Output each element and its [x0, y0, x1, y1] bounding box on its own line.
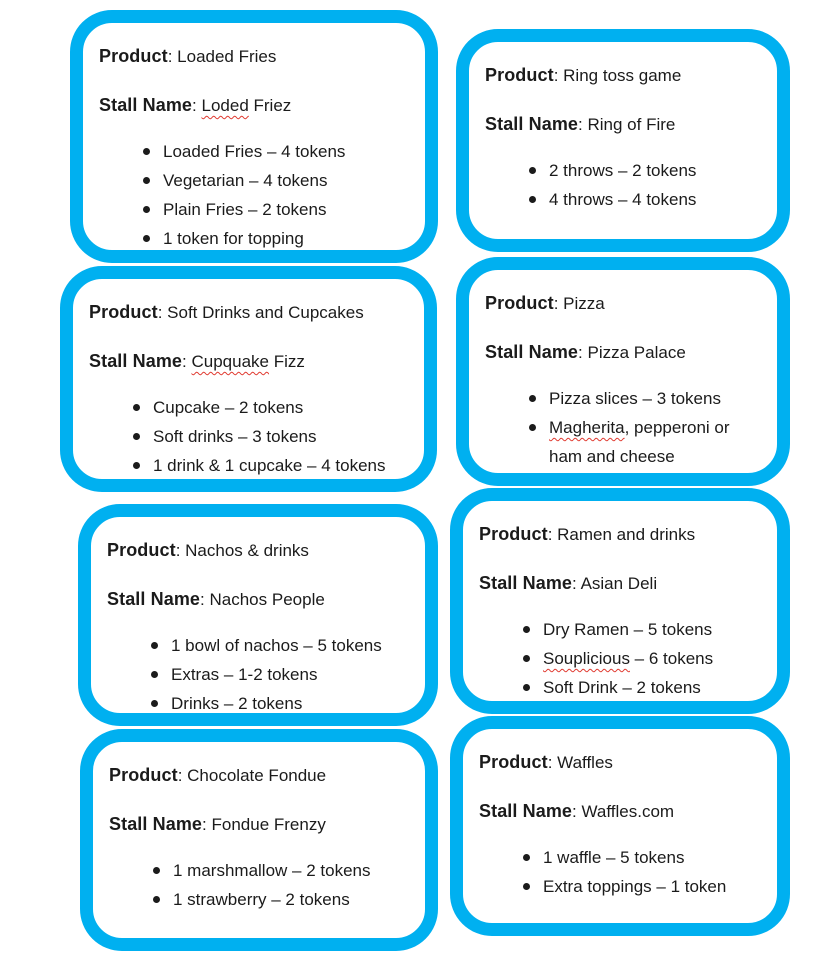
label-colon: : [572, 802, 582, 821]
stall-name-line [485, 341, 763, 364]
stall-name-label: Stall Name [99, 95, 193, 115]
price-item: Plain Fries – 2 tokens [141, 195, 411, 224]
stall-name-label: Stall Name [485, 114, 579, 134]
price-item: Extra toppings – 1 token [521, 872, 763, 901]
label-colon: : [177, 766, 188, 785]
stall-card-ramen [450, 488, 790, 714]
label-colon: : [175, 541, 186, 560]
price-item: Dry Ramen – 5 tokens [521, 615, 763, 644]
price-list [521, 615, 763, 702]
stall-name-label: Stall Name [89, 351, 183, 371]
price-item: Drinks – 2 tokens [149, 689, 411, 718]
product-line [99, 45, 411, 68]
stall-card-ring-toss [456, 29, 790, 252]
label-colon: : [167, 47, 178, 66]
stall-card-waffles [450, 716, 790, 936]
price-item: 1 waffle – 5 tokens [521, 843, 763, 872]
stall-name-line [89, 350, 410, 373]
price-list [149, 631, 411, 718]
stall-card-chocolate-fondue [80, 729, 438, 951]
stall-name-label: Stall Name [107, 589, 201, 609]
stall-name-line [479, 572, 763, 595]
stall-name-line [99, 94, 411, 117]
price-item: 1 strawberry – 2 tokens [151, 885, 411, 914]
stall-name-label: Stall Name [479, 801, 573, 821]
product-label: Product [485, 65, 554, 85]
misspelled-word: Loded [201, 96, 249, 115]
stall-name-value: Waffles.com [581, 802, 675, 821]
stall-name-label: Stall Name [109, 814, 203, 834]
price-item: 1 marshmallow – 2 tokens [151, 856, 411, 885]
stall-name-value: Pizza Palace [587, 343, 686, 362]
misspelled-word: Cupquake [191, 352, 270, 371]
price-item: Magherita, pepperoni or ham and cheese [527, 413, 763, 471]
stall-card-soft-drinks-cupcakes [60, 266, 437, 492]
misspelled-word: Magherita [549, 418, 625, 437]
price-list [131, 393, 410, 480]
stall-name-line [107, 588, 411, 611]
label-colon: : [192, 96, 202, 115]
price-list [151, 856, 411, 914]
price-item: 2 throws – 2 tokens [527, 156, 763, 185]
product-value: Ramen and drinks [557, 525, 696, 544]
product-label: Product [479, 524, 548, 544]
label-colon: : [578, 115, 588, 134]
product-value: Chocolate Fondue [187, 766, 327, 785]
price-item: Souplicious – 6 tokens [521, 644, 763, 673]
label-colon: : [200, 590, 210, 609]
price-item: Cupcake – 2 tokens [131, 393, 410, 422]
misspelled-word: Souplicious [543, 649, 630, 668]
price-item: 1 bowl of nachos – 5 tokens [149, 631, 411, 660]
label-colon: : [553, 66, 564, 85]
product-line [485, 64, 763, 87]
label-colon: : [547, 753, 558, 772]
stall-name-line [479, 800, 763, 823]
price-item: Loaded Fries – 4 tokens [141, 137, 411, 166]
product-line [479, 751, 763, 774]
label-colon: : [572, 574, 581, 593]
product-value: Soft Drinks and Cupcakes [167, 303, 364, 322]
stall-card-pizza [456, 257, 790, 486]
price-list [527, 156, 763, 214]
stall-name-line [485, 113, 763, 136]
product-value: Nachos & drinks [185, 541, 309, 560]
product-label: Product [107, 540, 176, 560]
product-value: Loaded Fries [177, 47, 277, 66]
label-colon: : [157, 303, 168, 322]
price-item: Soft Drink – 2 tokens [521, 673, 763, 702]
label-colon: : [578, 343, 588, 362]
product-label: Product [109, 765, 178, 785]
price-list [527, 384, 763, 471]
price-item: Extras – 1-2 tokens [149, 660, 411, 689]
price-item: 4 throws – 4 tokens [527, 185, 763, 214]
stall-name-label: Stall Name [479, 573, 573, 593]
product-label: Product [89, 302, 158, 322]
label-colon: : [547, 525, 558, 544]
product-line [485, 292, 763, 315]
stall-name-value: Loded Friez [201, 96, 292, 115]
product-label: Product [479, 752, 548, 772]
product-value: Ring toss game [563, 66, 682, 85]
stall-card-loaded-fries [70, 10, 438, 263]
price-list [141, 137, 411, 253]
product-label: Product [485, 293, 554, 313]
stall-card-nachos [78, 504, 438, 726]
price-item: 1 token for topping [141, 224, 411, 253]
price-item: Soft drinks – 3 tokens [131, 422, 410, 451]
label-colon: : [182, 352, 192, 371]
stall-name-value: Ring of Fire [587, 115, 676, 134]
stall-name-value: Nachos People [209, 590, 325, 609]
stall-name-value: Asian Deli [580, 574, 658, 593]
product-value: Waffles [557, 753, 613, 772]
label-colon: : [553, 294, 564, 313]
stall-name-value: Cupquake Fizz [191, 352, 305, 371]
label-colon: : [202, 815, 212, 834]
product-line [479, 523, 763, 546]
price-list [521, 843, 763, 901]
price-item: Pizza slices – 3 tokens [527, 384, 763, 413]
product-line [89, 301, 410, 324]
stall-name-line [109, 813, 411, 836]
product-line [107, 539, 411, 562]
price-item: Vegetarian – 4 tokens [141, 166, 411, 195]
price-item: 1 drink & 1 cupcake – 4 tokens [131, 451, 410, 480]
product-value: Pizza [563, 294, 605, 313]
product-label: Product [99, 46, 168, 66]
stall-name-label: Stall Name [485, 342, 579, 362]
product-line [109, 764, 411, 787]
stall-name-value: Fondue Frenzy [211, 815, 326, 834]
